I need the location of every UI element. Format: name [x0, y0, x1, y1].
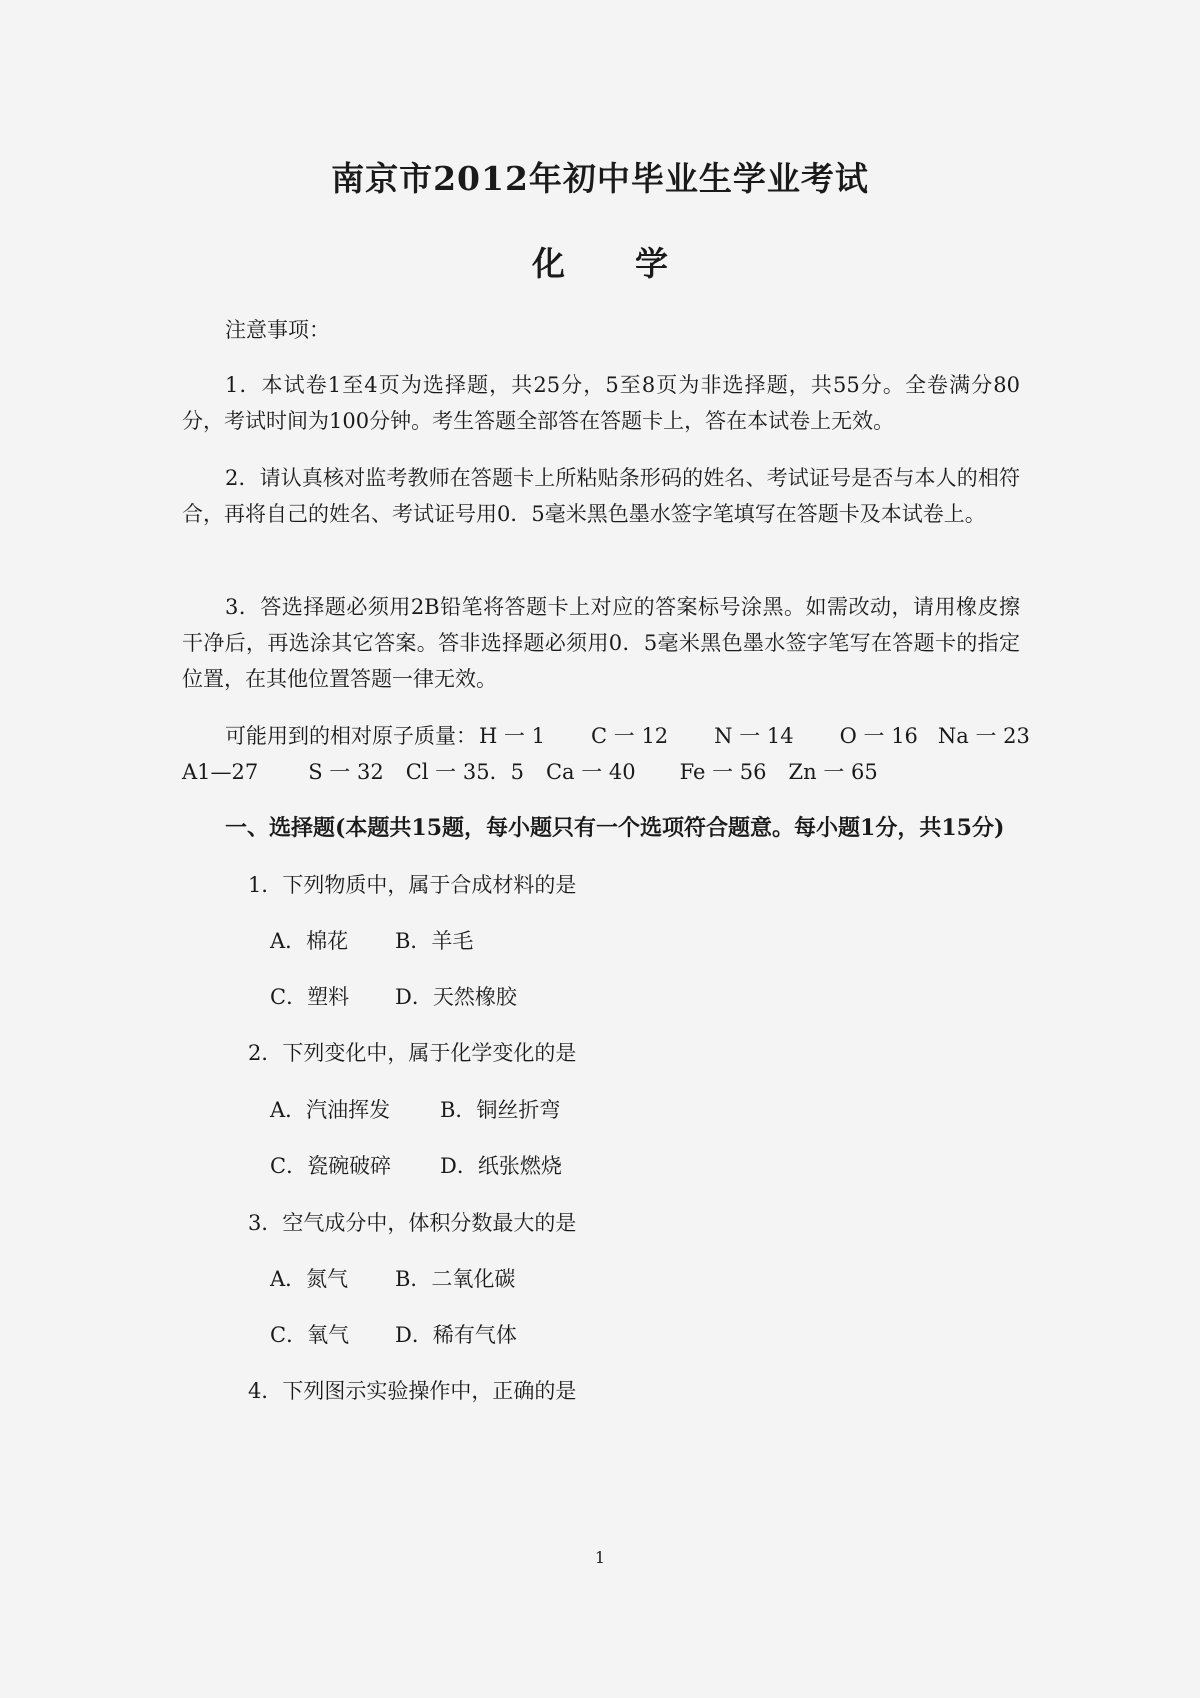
question-option: B．羊毛: [395, 929, 474, 953]
subject-title: [0, 238, 1200, 285]
question-option: A．氮气: [270, 1267, 349, 1291]
question-option: D．纸张燃烧: [440, 1154, 562, 1178]
section-heading: 一、选择题(本题共15题，每小题只有一个选项符合题意。每小题1分，共15分): [225, 815, 1005, 841]
question-option: D．稀有气体: [395, 1323, 517, 1347]
atomic-mass-intro: 可能用到的相对原子质量：: [225, 724, 477, 748]
notice-item-3: 3．答选择题必须用2B铅笔将答题卡上对应的答案标号涂黑。如需改动，请用橡皮擦干净后，再选涂其它答案。答非选择题必须用0．5毫米黑色墨水签字笔写在答题卡的指定位置，在其他位置答题一律无效。: [182, 595, 1020, 691]
subject-char-2: 学: [635, 244, 668, 283]
page-number: 1: [594, 1548, 606, 1567]
question-option: A．棉花: [270, 929, 349, 953]
question-option: B．铜丝折弯: [440, 1098, 561, 1122]
atomic-mass-item: Cl 一 35．5: [405, 760, 524, 784]
notice-item-1: 1．本试卷1至4页为选择题，共25分，5至8页为非选择题，共55分。全卷满分80分，考试时间为100分钟。考生答题全部答在答题卡上，答在本试卷上无效。: [182, 373, 1020, 433]
question-stem: 3．空气成分中，体积分数最大的是: [248, 1211, 577, 1235]
atomic-mass-item: Na 一 23: [937, 724, 1030, 748]
notice-item-2: 2．请认真核对监考教师在答题卡上所粘贴条形码的姓名、考试证号是否与本人的相符合，再将自己的姓名、考试证号用0．5毫米黑色墨水签字笔填写在答题卡及本试卷上。: [182, 466, 1020, 526]
exam-title: 南京市2012年初中毕业生学业考试: [331, 159, 869, 198]
atomic-mass-row-1: [225, 718, 1030, 754]
atomic-mass-item: Zn 一 65: [788, 760, 878, 784]
question-stem: 2．下列变化中，属于化学变化的是: [248, 1041, 577, 1065]
atomic-mass-item: N 一 14: [714, 724, 794, 748]
question-stem: 1．下列物质中，属于合成材料的是: [248, 873, 577, 897]
atomic-mass-item: A1—27: [182, 760, 259, 784]
atomic-mass-item: O 一 16: [839, 724, 918, 748]
question-option: B．二氧化碳: [395, 1267, 516, 1291]
question-option: A．汽油挥发: [270, 1098, 391, 1122]
atomic-mass-item: Ca 一 40: [545, 760, 636, 784]
question-option: C．氧气: [270, 1323, 350, 1347]
atomic-mass-item: S 一 32: [308, 760, 384, 784]
question-option: C．塑料: [270, 985, 350, 1009]
notice-heading: 注意事项：: [225, 318, 330, 342]
atomic-mass-item: Fe 一 56: [679, 760, 767, 784]
atomic-mass-item: C 一 12: [591, 724, 669, 748]
atomic-mass-item: H 一 1: [479, 724, 546, 748]
question-option: C．瓷碗破碎: [270, 1154, 392, 1178]
question-stem: 4．下列图示实验操作中，正确的是: [248, 1379, 577, 1403]
subject-char-1: 化: [532, 244, 565, 283]
atomic-mass-row-2: [182, 754, 878, 790]
question-option: D．天然橡胶: [395, 985, 517, 1009]
